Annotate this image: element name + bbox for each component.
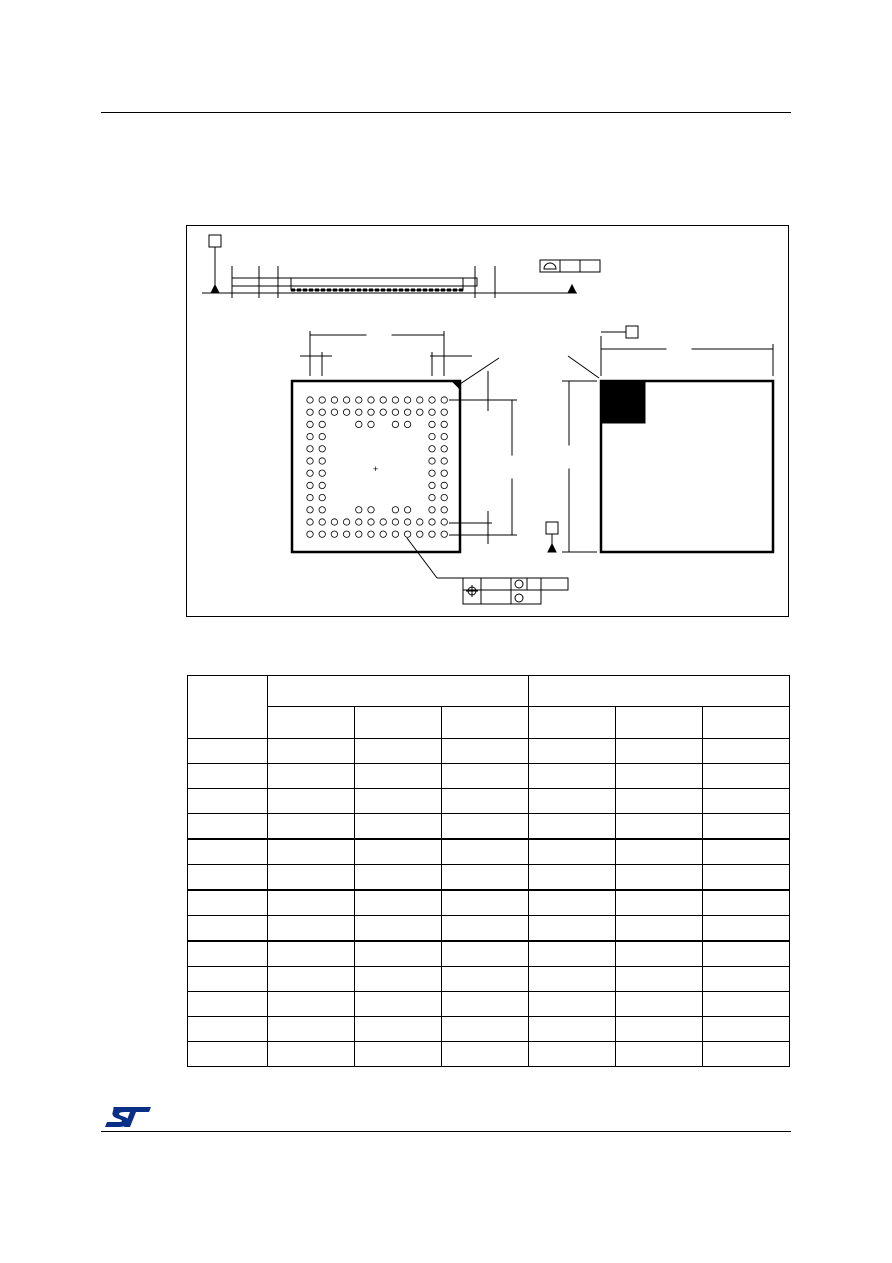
solder-ball <box>356 507 362 513</box>
table-cell <box>442 814 529 840</box>
table-cell <box>703 1042 790 1067</box>
solder-ball <box>429 458 435 464</box>
flatness-frame <box>540 260 600 272</box>
table-cell <box>529 707 616 739</box>
table-cell <box>188 814 268 840</box>
solder-ball <box>368 409 374 415</box>
table-cell <box>703 890 790 916</box>
table-row <box>188 1017 790 1042</box>
table-cell <box>268 992 355 1017</box>
solder-ball <box>307 519 313 525</box>
table-cell <box>616 967 703 992</box>
table-cell <box>703 739 790 764</box>
table-cell <box>529 916 616 942</box>
table-body <box>188 739 790 1067</box>
table-cell <box>703 1017 790 1042</box>
table-cell <box>529 1042 616 1067</box>
table-cell <box>703 707 790 739</box>
solder-ball <box>307 507 313 513</box>
solder-ball <box>368 421 374 427</box>
solder-ball <box>392 507 398 513</box>
table-subheader-row <box>188 707 790 739</box>
table-cell <box>616 941 703 967</box>
solder-ball <box>368 507 374 513</box>
solder-ball <box>319 421 325 427</box>
table-cell <box>355 839 442 865</box>
solder-ball <box>429 446 435 452</box>
solder-ball <box>307 397 313 403</box>
table-cell <box>703 764 790 789</box>
solder-ball <box>404 519 410 525</box>
solder-ball <box>429 421 435 427</box>
table-row <box>188 839 790 865</box>
solder-ball <box>441 470 447 476</box>
table-cell <box>188 992 268 1017</box>
table-cell <box>355 1017 442 1042</box>
datum-triangle <box>211 285 219 293</box>
solder-ball <box>368 531 374 537</box>
solder-ball <box>417 409 423 415</box>
solder-ball <box>319 519 325 525</box>
table-row <box>188 789 790 814</box>
header-rule <box>101 112 791 113</box>
solder-ball <box>307 409 313 415</box>
table-cell <box>188 839 268 865</box>
table-cell <box>188 1017 268 1042</box>
solder-ball <box>417 519 423 525</box>
millimeters-header-cell <box>268 676 529 707</box>
solder-ball <box>307 458 313 464</box>
table-cell <box>529 1017 616 1042</box>
table-cell <box>268 789 355 814</box>
solder-ball <box>331 409 337 415</box>
table-row <box>188 916 790 942</box>
table-cell <box>355 814 442 840</box>
table-cell <box>703 941 790 967</box>
solder-ball <box>392 519 398 525</box>
solder-ball <box>307 470 313 476</box>
solder-ball <box>417 397 423 403</box>
table-cell <box>442 707 529 739</box>
table-cell <box>355 707 442 739</box>
table-cell <box>616 839 703 865</box>
table-cell <box>529 992 616 1017</box>
table-cell <box>442 739 529 764</box>
solder-ball <box>441 433 447 439</box>
datum-box-b <box>626 326 638 338</box>
solder-ball <box>441 397 447 403</box>
table-row <box>188 814 790 840</box>
table-row <box>188 1042 790 1067</box>
solder-ball <box>319 482 325 488</box>
table-cell <box>188 941 268 967</box>
table-cell <box>616 865 703 891</box>
table-cell <box>616 814 703 840</box>
solder-ball <box>343 519 349 525</box>
table-cell <box>703 865 790 891</box>
solder-ball <box>319 507 325 513</box>
substrate-side <box>232 278 477 286</box>
table-cell <box>188 967 268 992</box>
solder-ball <box>441 421 447 427</box>
table-cell <box>616 890 703 916</box>
table-cell <box>529 814 616 840</box>
solder-ball <box>307 531 313 537</box>
solder-ball <box>331 531 337 537</box>
table-cell <box>355 865 442 891</box>
solder-ball <box>429 470 435 476</box>
solder-ball <box>356 421 362 427</box>
solder-ball <box>356 519 362 525</box>
table-cell <box>529 890 616 916</box>
solder-ball <box>331 519 337 525</box>
package-drawing <box>187 226 790 618</box>
table-cell <box>355 764 442 789</box>
table-cell <box>188 739 268 764</box>
table-cell <box>355 789 442 814</box>
table-row <box>188 941 790 967</box>
table-cell <box>616 916 703 942</box>
solder-ball <box>307 421 313 427</box>
table-cell <box>616 764 703 789</box>
solder-ball <box>380 531 386 537</box>
table-row <box>188 890 790 916</box>
solder-ball <box>380 409 386 415</box>
solder-ball <box>307 494 313 500</box>
table-cell <box>355 1042 442 1067</box>
table-cell <box>703 992 790 1017</box>
table-cell <box>355 967 442 992</box>
solder-ball <box>368 519 374 525</box>
solder-ball <box>404 409 410 415</box>
table-cell <box>703 814 790 840</box>
table-cell <box>442 1017 529 1042</box>
table-cell <box>268 967 355 992</box>
solder-ball <box>380 397 386 403</box>
table-cell <box>703 839 790 865</box>
table-cell <box>529 764 616 789</box>
table-cell <box>529 967 616 992</box>
table-cell <box>268 865 355 891</box>
datum-box-c <box>546 522 558 534</box>
solder-ball <box>404 421 410 427</box>
table-cell <box>616 739 703 764</box>
solder-ball <box>429 433 435 439</box>
table-cell <box>268 764 355 789</box>
footer-rule <box>101 1131 791 1132</box>
table-cell <box>616 992 703 1017</box>
table-row <box>188 764 790 789</box>
st-logo-icon <box>103 1103 153 1129</box>
table-cell <box>355 890 442 916</box>
solder-ball <box>392 409 398 415</box>
solder-ball <box>429 397 435 403</box>
table-row <box>188 967 790 992</box>
table-cell <box>188 916 268 942</box>
table-cell <box>268 839 355 865</box>
table-cell <box>188 865 268 891</box>
dimensions-table <box>187 675 790 1067</box>
solder-ball <box>429 409 435 415</box>
table-cell <box>268 1042 355 1067</box>
solder-ball <box>404 507 410 513</box>
table-cell <box>442 789 529 814</box>
table-cell <box>616 707 703 739</box>
solder-ball <box>441 519 447 525</box>
solder-ball <box>331 397 337 403</box>
solder-ball <box>343 409 349 415</box>
solder-ball <box>392 531 398 537</box>
solder-ball <box>368 397 374 403</box>
mold-cap-side <box>291 278 463 290</box>
table-cell <box>442 967 529 992</box>
table-cell <box>616 1017 703 1042</box>
solder-ball <box>441 482 447 488</box>
solder-ball <box>392 397 398 403</box>
solder-ball <box>441 531 447 537</box>
table-cell <box>442 839 529 865</box>
solder-ball <box>441 494 447 500</box>
solder-ball <box>319 531 325 537</box>
table-row <box>188 865 790 891</box>
table-cell <box>268 890 355 916</box>
solder-ball <box>356 397 362 403</box>
solder-ball <box>319 446 325 452</box>
table-cell <box>442 916 529 942</box>
table-cell <box>529 839 616 865</box>
table-cell <box>703 789 790 814</box>
solder-ball <box>441 409 447 415</box>
solder-ball <box>429 507 435 513</box>
table-cell <box>268 916 355 942</box>
solder-ball <box>404 531 410 537</box>
table-cell <box>188 764 268 789</box>
datum-box-a <box>209 235 221 247</box>
table-cell <box>268 707 355 739</box>
table-cell <box>355 992 442 1017</box>
table-cell <box>616 1042 703 1067</box>
solder-ball <box>307 482 313 488</box>
table-cell <box>703 967 790 992</box>
solder-ball <box>441 446 447 452</box>
inches-header-cell <box>529 676 790 707</box>
solder-ball <box>429 494 435 500</box>
table-cell <box>616 789 703 814</box>
solder-ball <box>429 519 435 525</box>
table-cell <box>442 992 529 1017</box>
solder-ball <box>404 397 410 403</box>
solder-ball <box>392 421 398 427</box>
table-cell <box>442 865 529 891</box>
package-outline-figure <box>186 225 789 617</box>
table-cell <box>529 865 616 891</box>
solder-ball <box>417 531 423 537</box>
table-cell <box>442 890 529 916</box>
pin1-marker <box>601 381 645 423</box>
table-cell <box>529 789 616 814</box>
table-cell <box>188 1042 268 1067</box>
table-cell <box>188 789 268 814</box>
solder-ball <box>319 433 325 439</box>
center-cross: + <box>373 464 379 474</box>
solder-ball <box>319 409 325 415</box>
symbol-header-cell <box>188 676 268 739</box>
table-cell <box>268 814 355 840</box>
table-cell <box>268 739 355 764</box>
solder-ball <box>307 446 313 452</box>
table-cell <box>529 941 616 967</box>
solder-ball <box>356 531 362 537</box>
table-cell <box>355 916 442 942</box>
solder-ball <box>343 531 349 537</box>
solder-ball <box>429 531 435 537</box>
table-cell <box>442 764 529 789</box>
solder-ball <box>356 409 362 415</box>
solder-ball <box>307 433 313 439</box>
table-cell <box>442 941 529 967</box>
solder-ball <box>319 458 325 464</box>
table-cell <box>442 1042 529 1067</box>
table-cell <box>188 890 268 916</box>
solder-ball <box>343 397 349 403</box>
table-cell <box>529 739 616 764</box>
solder-ball <box>441 458 447 464</box>
solder-ball <box>380 519 386 525</box>
table-cell <box>355 941 442 967</box>
solder-ball <box>441 507 447 513</box>
table-cell <box>703 916 790 942</box>
table-cell <box>268 1017 355 1042</box>
solder-ball <box>319 470 325 476</box>
solder-ball <box>319 397 325 403</box>
table-row <box>188 992 790 1017</box>
solder-ball <box>319 494 325 500</box>
table-header-row <box>188 676 790 707</box>
solder-ball <box>429 482 435 488</box>
table-cell <box>355 739 442 764</box>
table-row <box>188 739 790 764</box>
table-cell <box>268 941 355 967</box>
